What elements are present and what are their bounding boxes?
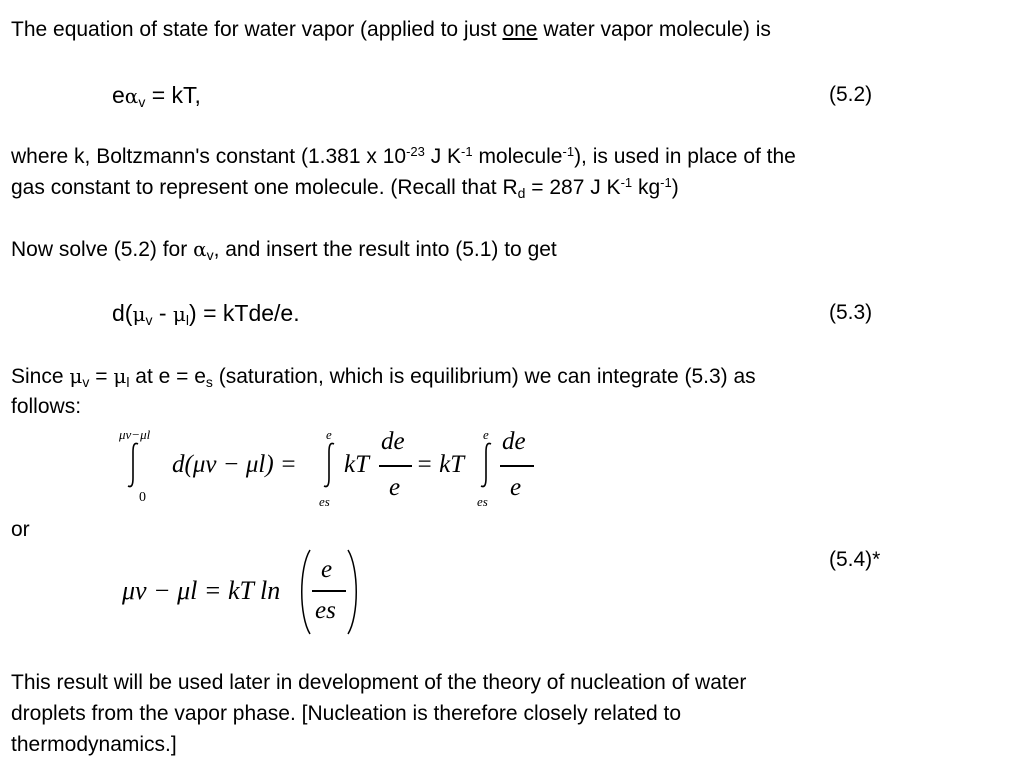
mu-symbol: μ (69, 364, 83, 388)
integral-lower-limit-2: es (319, 494, 330, 509)
eq-part: d( (112, 300, 133, 326)
alpha-symbol: α (193, 237, 207, 261)
equation-number-5-3: (5.3) (829, 301, 873, 324)
text: gas constant to represent one molecule. (Recall that R (11, 176, 518, 199)
emphasized-word: one (502, 18, 538, 41)
eq54-numerator: e (321, 556, 333, 583)
fraction-numerator-2: de (502, 428, 526, 455)
integral-sign-1 (122, 440, 144, 490)
text: Now solve (5.2) for (11, 238, 194, 261)
subscript: d (517, 185, 526, 201)
superscript: -1 (562, 144, 575, 159)
paragraph-result-line3: thermodynamics.] (11, 733, 177, 756)
eq-rhs: = kT, (145, 82, 201, 108)
or-text: or (11, 518, 30, 541)
kt-symbol: kT (344, 451, 369, 478)
mu-symbol: μ (113, 364, 127, 388)
equation-5-3 (112, 298, 300, 329)
subscript: l (126, 374, 130, 390)
integrand-1: d(μv − μl) = (172, 451, 297, 478)
text: at e = e (129, 365, 206, 388)
paragraph-equation-of-state (11, 15, 771, 45)
text: J K (424, 145, 462, 168)
text: ), is used in place of the (574, 145, 796, 168)
equation-number-5-2: (5.2) (829, 83, 873, 106)
paragraph-solve (11, 234, 557, 265)
right-paren (345, 548, 361, 636)
left-paren (297, 548, 313, 636)
text: kg (632, 176, 661, 199)
superscript: -1 (461, 144, 473, 159)
subscript: v (145, 312, 153, 328)
text: (saturation, which is equilibrium) we can integrate (5.3) as (212, 365, 756, 388)
subscript: v (138, 94, 146, 110)
superscript: -23 (406, 144, 425, 159)
eq54-fraction-bar (312, 590, 346, 592)
paragraph-result-line2: droplets from the vapor phase. [Nucleation is therefore closely related to (11, 702, 682, 725)
equation-number-5-4: (5.4)* (829, 548, 881, 571)
eq54-denominator: es (315, 597, 336, 624)
text: The equation of state for water vapor (applied to just (11, 18, 503, 41)
paragraph-since-line1 (11, 361, 756, 392)
text: where k, Boltzmann's constant (1.381 x 10 (11, 145, 407, 168)
paragraph-since-line2: follows: (11, 395, 82, 418)
fraction-numerator-1: de (381, 428, 405, 455)
fraction-denominator-2: e (510, 474, 522, 501)
integral-lower-limit-3: es (477, 494, 488, 509)
equation-5-2 (112, 80, 201, 111)
eq-part: ) = kTde/e. (189, 300, 300, 326)
equals-kt: = kT (416, 451, 465, 478)
superscript: -1 (620, 175, 633, 190)
eq54-lhs: μv − μl = kT ln (122, 576, 281, 605)
fraction-denominator-1: e (389, 474, 401, 501)
subscript: v (82, 374, 90, 390)
fraction-bar-2 (500, 465, 534, 467)
mu-symbol: μ (132, 302, 146, 326)
superscript: -1 (660, 175, 672, 190)
text: Since (11, 365, 70, 388)
mu-symbol: μ (172, 302, 186, 326)
integral-sign-3 (475, 440, 497, 490)
text: = 287 J K (525, 176, 621, 199)
text: = (89, 365, 114, 388)
text: ) (671, 176, 679, 199)
integral-upper-limit-1: μv−μl (119, 427, 151, 442)
paragraph-result-line1: This result will be used later in development of the theory of nucleation of water (11, 671, 747, 694)
text: , and insert the result into (5.1) to get (213, 238, 557, 261)
integral-upper-limit-3: e (483, 427, 489, 442)
subscript: v (206, 247, 214, 263)
paragraph-boltzmann-line2 (11, 173, 679, 203)
eq-symbol: e (112, 82, 125, 108)
integral-lower-limit-1: 0 (139, 490, 146, 505)
eq-part: - (152, 300, 173, 326)
text: water vapor molecule) is (537, 18, 771, 41)
text: molecule (472, 145, 563, 168)
integral-sign-2 (318, 440, 340, 490)
paragraph-boltzmann-line1 (11, 142, 796, 172)
integral-upper-limit-2: e (326, 427, 332, 442)
subscript: l (185, 312, 190, 328)
subscript: s (205, 374, 213, 390)
fraction-bar-1 (379, 465, 412, 467)
alpha-symbol: α (124, 84, 139, 108)
